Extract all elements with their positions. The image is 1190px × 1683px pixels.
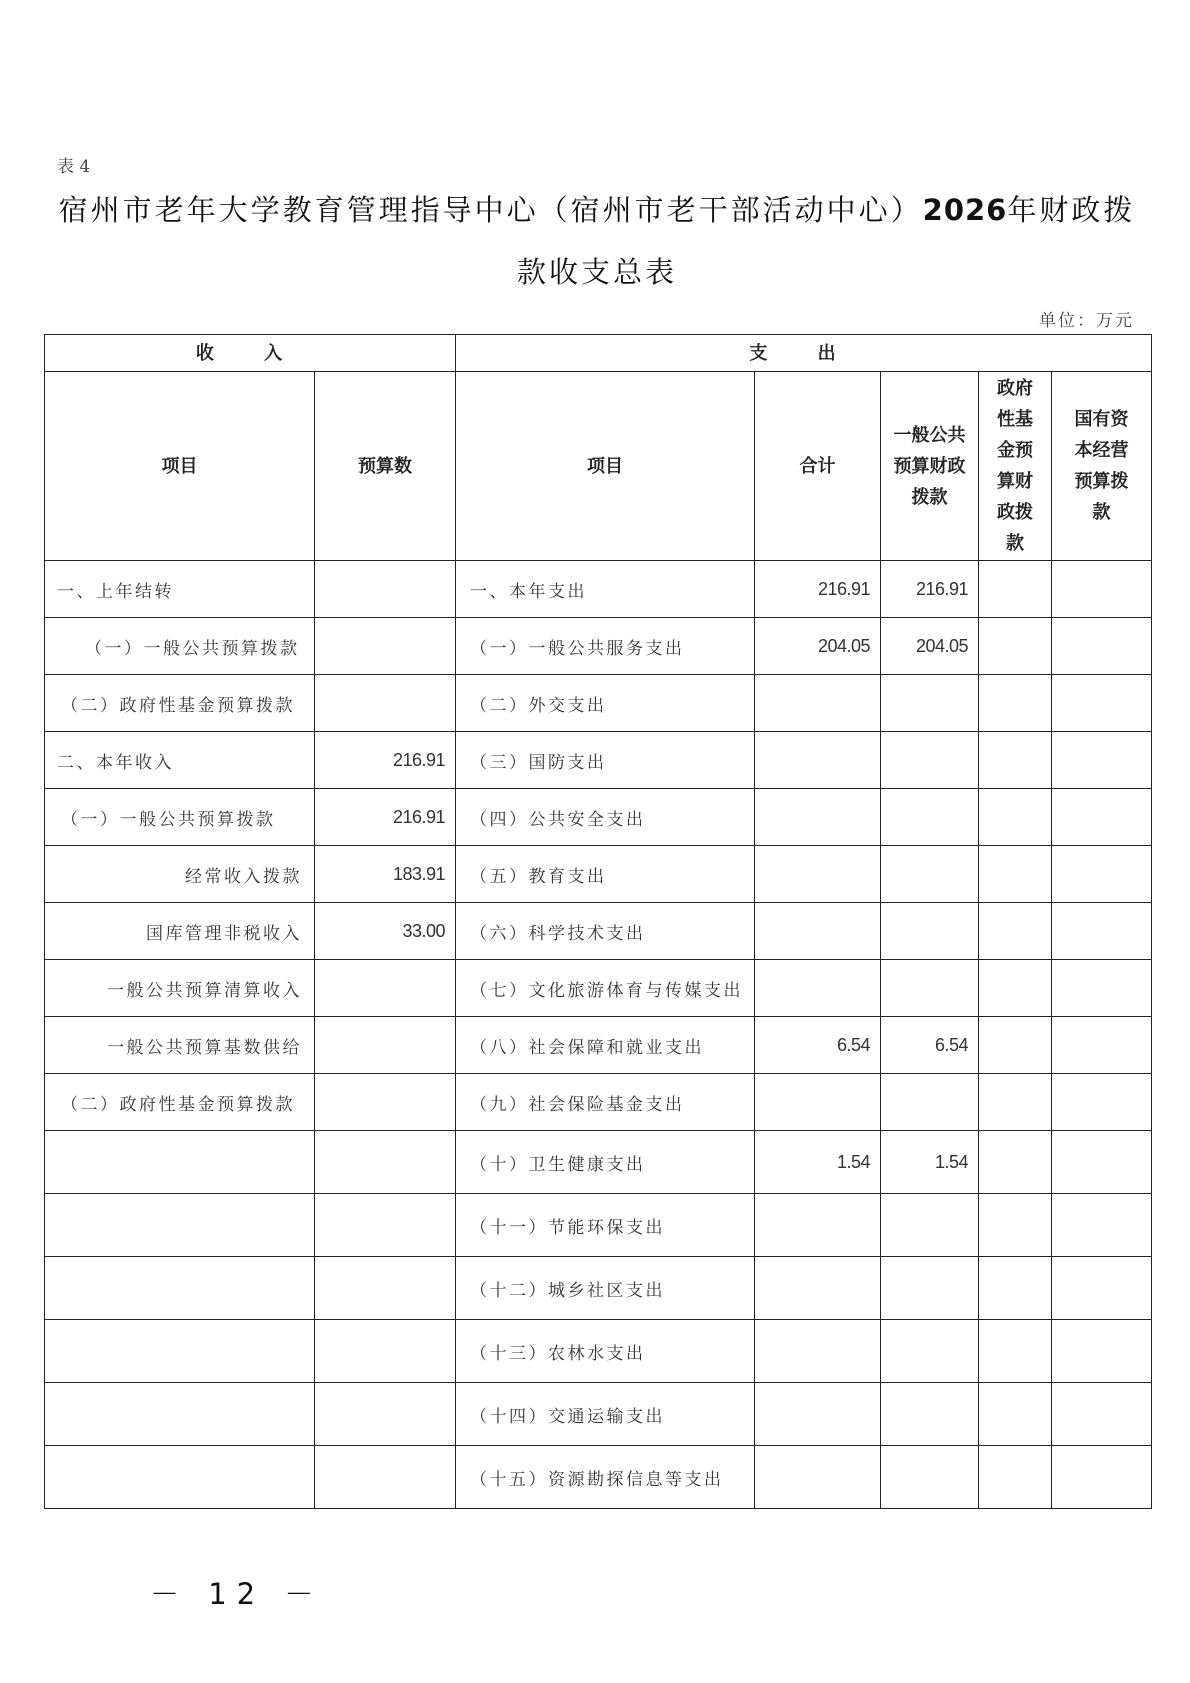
table-row <box>45 732 1152 789</box>
general-budget-cell <box>881 675 979 732</box>
income-budget-cell: 216.91 <box>315 789 456 846</box>
income-budget-cell <box>315 1017 456 1074</box>
income-item-cell: 经常收入拨款 <box>45 846 315 903</box>
column-header-row <box>45 372 1152 561</box>
total-cell <box>755 1194 881 1257</box>
col-state-capital: 国有资本经营预算拨款 <box>1052 372 1152 561</box>
table-row <box>45 789 1152 846</box>
income-budget-cell: 33.00 <box>315 903 456 960</box>
income-group-header: 收 入 <box>45 335 456 372</box>
gov-fund-cell <box>979 1446 1052 1509</box>
table-row <box>45 1131 1152 1194</box>
expense-item-cell: （六）科学技术支出 <box>456 903 755 960</box>
expense-item-cell: （四）公共安全支出 <box>456 789 755 846</box>
gov-fund-cell <box>979 1320 1052 1383</box>
total-cell <box>755 1320 881 1383</box>
col-general-budget: 一般公共预算财政拨款 <box>881 372 979 561</box>
expense-item-cell: （五）教育支出 <box>456 846 755 903</box>
state-capital-cell <box>1052 732 1152 789</box>
expense-group-header: 支 出 <box>456 335 1152 372</box>
expense-item-cell: （三）国防支出 <box>456 732 755 789</box>
general-budget-cell <box>881 960 979 1017</box>
page-title-line2: 款收支总表 <box>516 255 677 289</box>
expense-item-cell: （十）卫生健康支出 <box>456 1131 755 1194</box>
state-capital-cell <box>1052 1017 1152 1074</box>
income-item-cell: 二、本年收入 <box>45 732 315 789</box>
unit-label: 单位：万元 <box>1039 311 1134 331</box>
title-part1: 宿州市老年大学教育管理指导中心（宿州市老干部活动中心） <box>58 193 923 227</box>
gov-fund-cell <box>979 675 1052 732</box>
title-year: 2026 <box>922 193 1008 227</box>
total-cell <box>755 1383 881 1446</box>
income-item-cell: 一、上年结转 <box>45 561 315 618</box>
general-budget-cell <box>881 846 979 903</box>
gov-fund-cell <box>979 1257 1052 1320</box>
expense-item-cell: （十一）节能环保支出 <box>456 1194 755 1257</box>
state-capital-cell <box>1052 1320 1152 1383</box>
total-cell <box>755 903 881 960</box>
income-item-cell <box>45 1446 315 1509</box>
table-row <box>45 846 1152 903</box>
general-budget-cell <box>881 789 979 846</box>
income-budget-cell <box>315 1383 456 1446</box>
income-item-cell <box>45 1194 315 1257</box>
expense-item-cell: （七）文化旅游体育与传媒支出 <box>456 960 755 1017</box>
title-part2: 年财政拨 <box>1007 193 1136 227</box>
income-budget-cell <box>315 1131 456 1194</box>
gov-fund-cell <box>979 732 1052 789</box>
table-row <box>45 675 1152 732</box>
table-number-label: 表 4 <box>57 157 91 177</box>
expense-item-cell: 一、本年支出 <box>456 561 755 618</box>
income-budget-cell <box>315 1446 456 1509</box>
income-budget-cell <box>315 1194 456 1257</box>
state-capital-cell <box>1052 1446 1152 1509</box>
income-budget-cell <box>315 1074 456 1131</box>
income-item-cell: （二）政府性基金预算拨款 <box>45 675 315 732</box>
budget-table <box>44 334 1152 1509</box>
col-income-budget: 预算数 <box>315 372 456 561</box>
gov-fund-cell <box>979 618 1052 675</box>
total-cell <box>755 1446 881 1509</box>
expense-item-cell: （十五）资源勘探信息等支出 <box>456 1446 755 1509</box>
total-cell <box>755 846 881 903</box>
income-item-cell: （一）一般公共预算拨款 <box>45 789 315 846</box>
general-budget-cell <box>881 1074 979 1131</box>
state-capital-cell <box>1052 789 1152 846</box>
state-capital-cell <box>1052 846 1152 903</box>
table-row <box>45 1017 1152 1074</box>
gov-fund-cell <box>979 789 1052 846</box>
general-budget-cell <box>881 1194 979 1257</box>
table-row <box>45 1446 1152 1509</box>
income-budget-cell <box>315 561 456 618</box>
expense-item-cell: （十三）农林水支出 <box>456 1320 755 1383</box>
total-cell <box>755 675 881 732</box>
total-cell: 6.54 <box>755 1017 881 1074</box>
col-income-item: 项目 <box>45 372 315 561</box>
gov-fund-cell <box>979 1017 1052 1074</box>
general-budget-cell <box>881 903 979 960</box>
state-capital-cell <box>1052 618 1152 675</box>
expense-item-cell: （一）一般公共服务支出 <box>456 618 755 675</box>
state-capital-cell <box>1052 960 1152 1017</box>
state-capital-cell <box>1052 903 1152 960</box>
state-capital-cell <box>1052 675 1152 732</box>
income-item-cell: （一）一般公共预算拨款 <box>45 618 315 675</box>
state-capital-cell <box>1052 1383 1152 1446</box>
income-item-cell <box>45 1383 315 1446</box>
col-gov-fund: 政府性基金预算财政拨款 <box>979 372 1052 561</box>
expense-item-cell: （十四）交通运输支出 <box>456 1383 755 1446</box>
total-cell: 204.05 <box>755 618 881 675</box>
total-cell: 216.91 <box>755 561 881 618</box>
income-budget-cell <box>315 618 456 675</box>
total-cell <box>755 1074 881 1131</box>
income-budget-cell: 216.91 <box>315 732 456 789</box>
gov-fund-cell <box>979 1074 1052 1131</box>
total-cell: 1.54 <box>755 1131 881 1194</box>
group-header-row <box>45 335 1152 372</box>
state-capital-cell <box>1052 1131 1152 1194</box>
expense-item-cell: （八）社会保障和就业支出 <box>456 1017 755 1074</box>
income-budget-cell <box>315 1320 456 1383</box>
income-item-cell: 国库管理非税收入 <box>45 903 315 960</box>
table-row <box>45 1074 1152 1131</box>
expense-item-cell: （九）社会保险基金支出 <box>456 1074 755 1131</box>
total-cell <box>755 789 881 846</box>
expense-item-cell: （十二）城乡社区支出 <box>456 1257 755 1320</box>
gov-fund-cell <box>979 1383 1052 1446</box>
gov-fund-cell <box>979 846 1052 903</box>
general-budget-cell: 204.05 <box>881 618 979 675</box>
total-cell <box>755 1257 881 1320</box>
income-budget-cell <box>315 675 456 732</box>
state-capital-cell <box>1052 1194 1152 1257</box>
page-number: － 12 － <box>150 1577 324 1611</box>
general-budget-cell <box>881 1446 979 1509</box>
gov-fund-cell <box>979 903 1052 960</box>
general-budget-cell <box>881 1257 979 1320</box>
general-budget-cell <box>881 732 979 789</box>
state-capital-cell <box>1052 1074 1152 1131</box>
general-budget-cell <box>881 1320 979 1383</box>
state-capital-cell <box>1052 1257 1152 1320</box>
col-total: 合计 <box>755 372 881 561</box>
income-budget-cell: 183.91 <box>315 846 456 903</box>
table-row <box>45 1257 1152 1320</box>
general-budget-cell <box>881 1383 979 1446</box>
table-row <box>45 1194 1152 1257</box>
income-item-cell <box>45 1320 315 1383</box>
income-item-cell: 一般公共预算清算收入 <box>45 960 315 1017</box>
state-capital-cell <box>1052 561 1152 618</box>
table-row <box>45 561 1152 618</box>
income-item-cell <box>45 1257 315 1320</box>
general-budget-cell: 1.54 <box>881 1131 979 1194</box>
table-row <box>45 1383 1152 1446</box>
gov-fund-cell <box>979 1131 1052 1194</box>
income-budget-cell <box>315 1257 456 1320</box>
total-cell <box>755 732 881 789</box>
table-row <box>45 618 1152 675</box>
table-row <box>45 903 1152 960</box>
table-row <box>45 960 1152 1017</box>
table-row <box>45 1320 1152 1383</box>
income-item-cell: （二）政府性基金预算拨款 <box>45 1074 315 1131</box>
col-expense-item: 项目 <box>456 372 755 561</box>
income-item-cell: 一般公共预算基数供给 <box>45 1017 315 1074</box>
general-budget-cell: 216.91 <box>881 561 979 618</box>
page-title <box>44 188 1150 229</box>
gov-fund-cell <box>979 1194 1052 1257</box>
income-item-cell <box>45 1131 315 1194</box>
expense-item-cell: （二）外交支出 <box>456 675 755 732</box>
income-budget-cell <box>315 960 456 1017</box>
gov-fund-cell <box>979 960 1052 1017</box>
gov-fund-cell <box>979 561 1052 618</box>
total-cell <box>755 960 881 1017</box>
general-budget-cell: 6.54 <box>881 1017 979 1074</box>
